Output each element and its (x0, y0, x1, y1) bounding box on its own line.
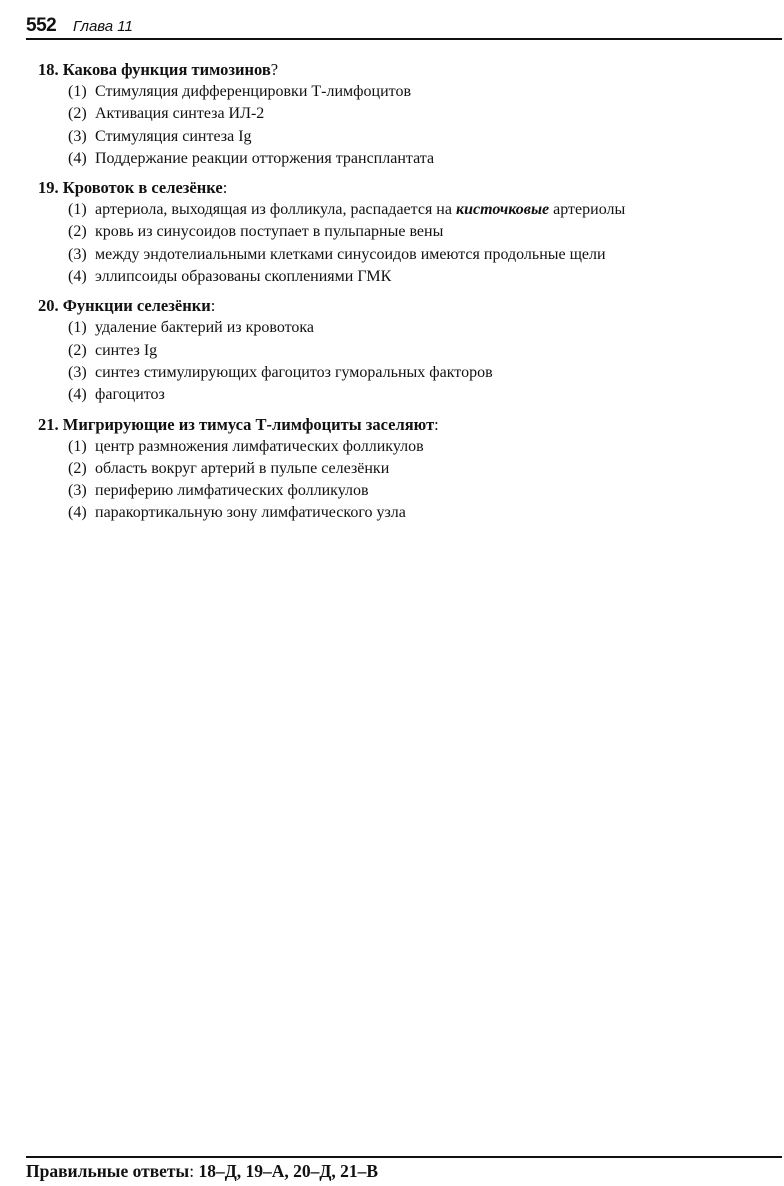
option-number: (3) (68, 245, 87, 263)
option-number: (3) (68, 127, 87, 145)
option-text: между эндотелиальными клетками синусоидов имеются продольные щели (95, 245, 606, 263)
option-text: фагоцитоз (95, 386, 165, 404)
question-20 (38, 294, 768, 406)
question-19 (38, 176, 768, 288)
option (38, 221, 768, 243)
option-number: (2) (68, 341, 87, 359)
answers-label: Правильные ответы (26, 1161, 190, 1181)
correct-answers (26, 1158, 782, 1183)
option-text: Активация синтеза ИЛ-2 (95, 105, 265, 123)
option-text: эллипсоиды образованы скоплениями ГМК (95, 268, 392, 286)
option (38, 199, 768, 221)
option-text: синтез Ig (95, 341, 158, 359)
answers-colon: : (189, 1161, 195, 1181)
option (38, 126, 768, 148)
option-number: (2) (68, 459, 87, 477)
option-number: (1) (68, 437, 87, 455)
option-text: Поддержание реакции отторжения трансплантата (95, 149, 435, 167)
option-text: паракортикальную зону лимфатического узла (95, 504, 406, 522)
question-21 (38, 413, 768, 525)
question-punct: : (222, 178, 228, 198)
option (38, 362, 768, 384)
question-punct: ? (270, 60, 279, 79)
question-text: Мигрирующие из тимуса Т-лимфоциты заселяют (62, 414, 435, 434)
option-text: кровь из синусоидов поступает в пульпарные вены (95, 223, 444, 241)
option-text: Стимуляция синтеза Ig (95, 127, 252, 145)
option (38, 244, 768, 266)
option-text: область вокруг артерий в пульпе селезёнки (95, 459, 390, 477)
question-number: 20. (38, 296, 59, 316)
question-title (38, 176, 768, 199)
question-title (38, 294, 768, 317)
question-text: Кровоток в селезёнке (62, 178, 223, 198)
option-number: (3) (68, 363, 87, 381)
option (38, 458, 768, 480)
option (38, 436, 768, 458)
question-number: 18. (38, 60, 59, 79)
question-text: Какова функция тимозинов (62, 60, 271, 79)
page-number: 552 (26, 15, 57, 36)
option (38, 384, 768, 406)
option (38, 103, 768, 125)
option (38, 81, 768, 103)
question-number: 19. (38, 178, 59, 198)
question-title (38, 413, 768, 436)
option-text: синтез стимулирующих фагоцитоз гуморальных факторов (95, 363, 493, 381)
option-emphasis: кисточковые (455, 201, 550, 219)
question-number: 21. (38, 414, 59, 434)
option-text: центр размножения лимфатических фолликулов (95, 437, 424, 455)
answers-footer (26, 1156, 782, 1183)
option-number: (1) (68, 83, 87, 100)
question-punct: : (434, 414, 439, 434)
option (38, 148, 768, 170)
option-number: (4) (68, 504, 87, 522)
option-text: Стимуляция дифференцировки Т-лимфоцитов (95, 83, 411, 100)
option-number: (2) (68, 105, 87, 123)
option-number: (4) (68, 268, 87, 286)
option (38, 340, 768, 362)
question-title (38, 58, 768, 81)
option (38, 502, 768, 524)
option (38, 480, 768, 502)
option-number: (3) (68, 482, 87, 500)
option (38, 317, 768, 339)
option (38, 266, 768, 288)
answers-values: 18–Д, 19–А, 20–Д, 21–В (194, 1161, 379, 1181)
option-text-end: артериолы (549, 201, 626, 219)
option-number: (4) (68, 149, 87, 167)
option-number: (1) (68, 319, 87, 337)
option-number: (4) (68, 386, 87, 404)
option-text: периферию лимфатических фолликулов (95, 482, 369, 500)
option-number: (2) (68, 223, 87, 241)
option-number: (1) (68, 201, 87, 219)
page-header (26, 14, 782, 40)
question-text: Функции селезёнки (62, 296, 211, 316)
option-text: удаление бактерий из кровотока (95, 319, 315, 337)
chapter-title: Глава 11 (73, 18, 133, 35)
questions-list (38, 58, 768, 531)
option-text: артериола, выходящая из фолликула, распадается на (95, 201, 456, 219)
question-punct: : (210, 296, 216, 316)
question-18 (38, 58, 768, 170)
